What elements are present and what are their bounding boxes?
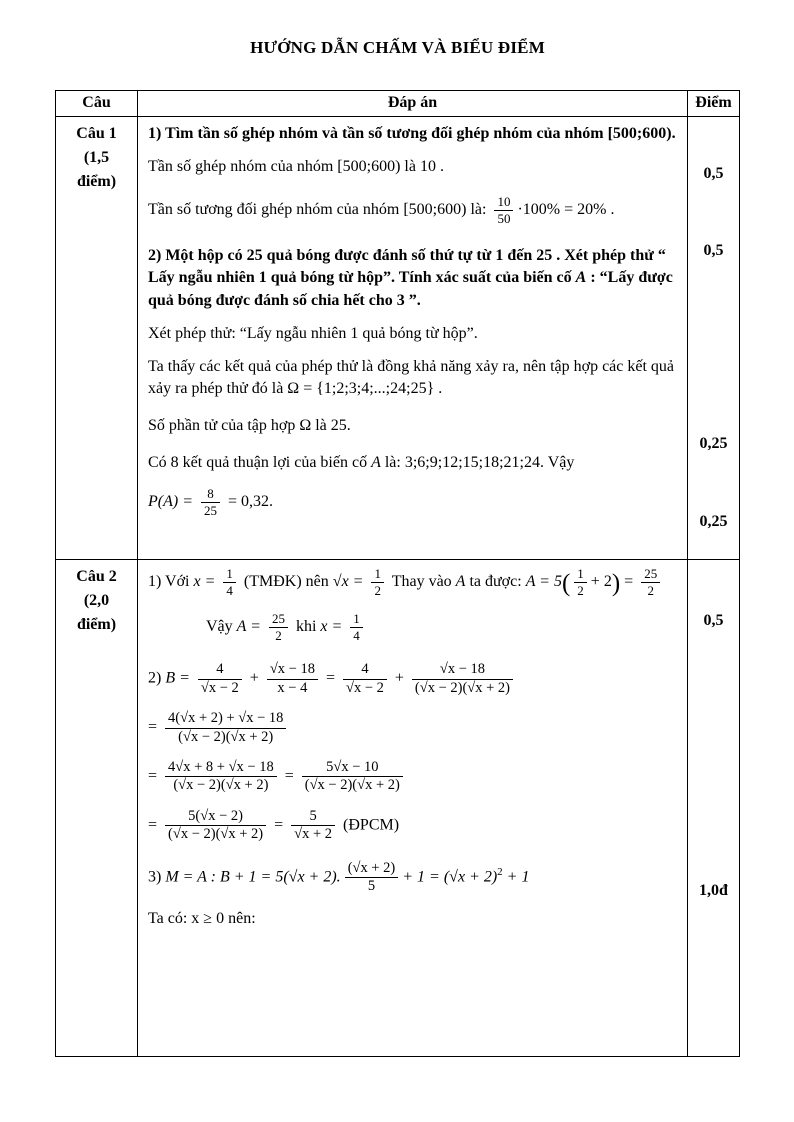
score-value: 0,25	[699, 435, 728, 452]
right-paren: )	[611, 569, 621, 597]
fraction: $\frac{5(√x - 2)}{(√x - 2)(√x + 2)}$	[165, 808, 266, 844]
number-list: 3;6;9;12;15;18;21;24.	[404, 453, 544, 471]
variable-A: A	[455, 572, 466, 590]
cau1-label: Câu 1	[76, 125, 117, 142]
math-expression: + 1	[506, 868, 530, 886]
operator: =	[148, 767, 158, 785]
row-cau2	[56, 560, 740, 1057]
math-expression: B =	[165, 669, 190, 687]
fraction-1-4: $\frac{1}{4}$	[223, 566, 236, 598]
page-title: HƯỚNG DẪN CHẤM VÀ BIỂU ĐIỂM	[250, 38, 545, 57]
text-run: 1) Với	[148, 572, 190, 590]
text-run: Vậy	[206, 617, 233, 635]
math-expression: + 2	[590, 572, 612, 590]
cau2-line6-result	[148, 808, 679, 844]
fraction-10-50: $\frac{10}{50}$	[494, 194, 513, 226]
cau2-label: Câu 2	[76, 568, 117, 585]
probability-expression: P(A) =	[148, 493, 193, 511]
fraction: $\frac{4}{√x - 2}$	[343, 661, 387, 697]
cau1-points-open: (1,5	[83, 149, 110, 166]
cau1-answer-freq	[148, 156, 679, 179]
cau1-points-close: điểm)	[76, 173, 117, 190]
cau2-line1-substitution	[148, 566, 679, 598]
header-cell-cau: Câu	[56, 91, 138, 117]
text-run: .	[438, 380, 443, 398]
operator: =	[148, 718, 158, 736]
fraction: $\frac{5√x - 10}{(√x - 2)(√x + 2)}$	[302, 759, 403, 795]
score-value: 0,5	[703, 242, 724, 259]
fraction: $\frac{√x - 18}{x - 4}$	[267, 661, 318, 697]
cau1-answer-cell	[138, 117, 688, 560]
score-value: 0,5	[703, 165, 724, 182]
text-run: : “Lấy được quả bóng được đánh số chia hết cho 3 ”.	[148, 269, 673, 310]
math-expression: + 1 = (√x + 2)	[402, 868, 498, 886]
operator: +	[249, 669, 259, 687]
text-run: Ta thấy các kết quả của phép thử là đồng khả năng xảy ra, nên tập hợp các kết quả xảy ra phép thử đó là	[148, 357, 675, 398]
event-variable: A	[371, 453, 381, 471]
score-value: 0,5	[703, 612, 724, 629]
cau1-q2-heading	[148, 245, 679, 313]
event-variable: A	[575, 269, 587, 287]
math-expression: x =	[193, 572, 216, 590]
math-expression: A =	[236, 617, 261, 635]
cau1-answer-probability	[148, 486, 679, 518]
table-header-row	[56, 91, 740, 117]
operator: =	[148, 816, 158, 834]
cau2-points-open: (2,0	[83, 592, 110, 609]
text-run: Ta có: x ≥ 0 nên:	[148, 910, 256, 928]
text-run: là:	[470, 201, 487, 219]
cau2-label-cell	[56, 560, 138, 1057]
text-run: khi	[295, 617, 317, 635]
cau2-line3-B-definition	[148, 661, 679, 697]
fraction-1-2: $\frac{1}{2}$	[574, 566, 587, 598]
text-run: Vậy	[547, 453, 575, 471]
math-expression: =	[624, 572, 634, 590]
text-run: 2) Một hộp có 25 quả bóng được đánh số thứ tự từ 1 đến 25 . Xét phép thử “ Lấy ngẫu nhiên 1 quả bóng từ hộp”. Tính xác suất của biến cố	[148, 246, 666, 287]
cau2-score-cell	[688, 560, 740, 1057]
text-run: Số phần tử của tập hợp	[148, 416, 296, 434]
header-cell-dapan: Đáp án	[138, 91, 688, 117]
cau1-answer-favorable	[148, 452, 679, 475]
text-run: Tần số tương đối ghép nhóm của nhóm	[148, 201, 400, 219]
cau2-line7-M-expression	[148, 860, 679, 896]
math-expression: A = 5	[525, 572, 562, 590]
fraction: $\frac{(√x + 2)}{5}$	[345, 860, 399, 896]
cau2-line2-conclusion	[206, 611, 679, 643]
grading-table	[55, 90, 740, 1057]
operator: =	[274, 816, 284, 834]
operator: =	[325, 669, 335, 687]
math-expression: x =	[320, 617, 343, 635]
score-value: 1,0đ	[699, 882, 728, 899]
math-expression: M = A : B + 1 = 5(√x + 2).	[165, 868, 341, 886]
cau2-points-close: điểm)	[76, 616, 117, 633]
fraction: $\frac{5}{√x + 2}$	[291, 808, 335, 844]
text-run: (TMĐK) nên	[243, 572, 329, 590]
fraction-1-4: $\frac{1}{4}$	[350, 611, 363, 643]
text-run: là 25.	[315, 416, 351, 434]
exponent: 2	[497, 865, 503, 878]
fraction: $\frac{4(√x + 2) + √x - 18}{(√x - 2)(√x + 2)}$	[165, 710, 286, 746]
text-run: là 10 .	[404, 157, 444, 175]
cau1-answer-sample-space	[148, 356, 679, 401]
text-run: 1) Tìm tần số ghép nhóm và tần số tương đối ghép nhóm của nhóm	[148, 125, 604, 142]
cau1-answer-cardinality	[148, 415, 679, 438]
cau2-answer-cell	[138, 560, 688, 1057]
text-run: ta được:	[469, 572, 522, 590]
operator: +	[394, 669, 404, 687]
fraction-25-2: $\frac{25}{2}$	[641, 566, 660, 598]
omega-symbol: Ω	[299, 416, 312, 434]
text-run: 3)	[148, 868, 162, 886]
cau1-answer-trial	[148, 323, 679, 346]
text-run: ·100% = 20% .	[517, 201, 615, 219]
interval-notation: [500;600)	[403, 201, 467, 219]
fraction: $\frac{4√x + 8 + √x - 18}{(√x - 2)(√x + 2)}$	[165, 759, 277, 795]
text-run: (ĐPCM)	[343, 816, 400, 834]
text-run: Có 8 kết quả thuận lợi của biến cố	[148, 453, 368, 471]
text-run: .	[671, 125, 676, 142]
cau1-answer-relfreq	[148, 194, 679, 226]
text-run: Thay vào	[391, 572, 452, 590]
fraction-1-2: $\frac{1}{2}$	[371, 566, 384, 598]
cau2-line4-step	[148, 710, 679, 746]
cau1-label-cell	[56, 117, 138, 560]
left-paren: (	[561, 569, 571, 597]
math-expression: √x =	[332, 572, 364, 590]
header-cell-diem: Điểm	[688, 91, 740, 117]
row-cau1	[56, 117, 740, 560]
interval-notation: [500;600)	[607, 125, 672, 142]
text-run: Xét phép thử: “Lấy ngẫu nhiên 1 quả bóng từ hộp”.	[148, 324, 478, 342]
fraction-8-25: $\frac{8}{25}$	[201, 486, 220, 518]
cau2-line8-condition	[148, 908, 679, 931]
text-run: là:	[384, 453, 401, 471]
cau2-line5-step	[148, 759, 679, 795]
fraction: $\frac{4}{√x - 2}$	[198, 661, 242, 697]
set-notation: Ω = {1;2;3;4;...;24;25}	[287, 380, 435, 398]
fraction: $\frac{√x - 18}{(√x - 2)(√x + 2)}$	[412, 661, 513, 697]
text-run: Tần số ghép nhóm của nhóm	[148, 157, 334, 175]
text-run: 2)	[148, 669, 162, 687]
cau1-q1-heading	[148, 123, 679, 146]
interval-notation: [500;600)	[337, 157, 401, 175]
score-value: 0,25	[699, 513, 728, 530]
cau1-score-cell	[688, 117, 740, 560]
fraction-25-2: $\frac{25}{2}$	[269, 611, 288, 643]
text-run: = 0,32.	[228, 493, 274, 511]
operator: =	[284, 767, 294, 785]
